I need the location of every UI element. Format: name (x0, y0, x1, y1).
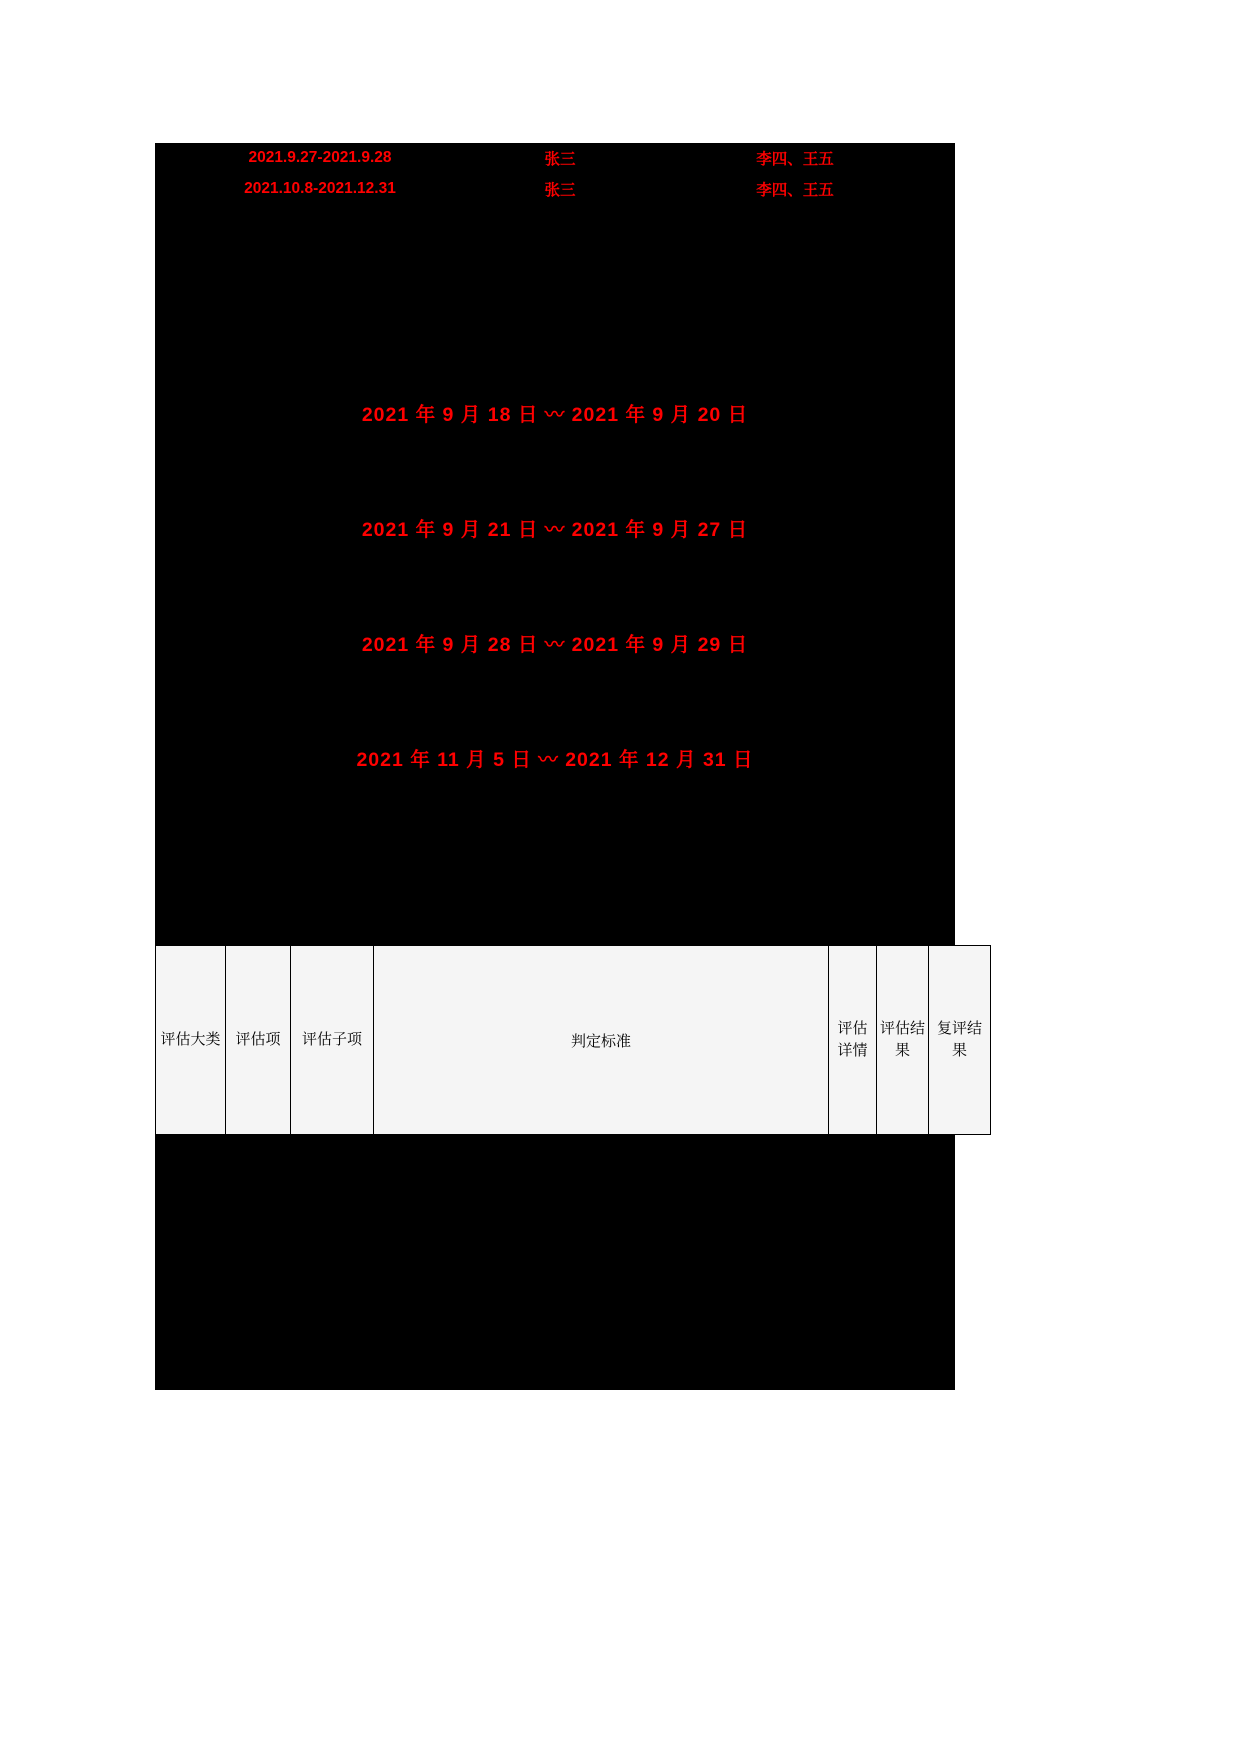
column-header-criteria-label: 判定标准 (570, 1032, 631, 1050)
schedule-members: 李四、王五 (756, 151, 834, 168)
evaluation-table (155, 945, 991, 1135)
table-header-row (156, 946, 991, 1135)
document-block (155, 143, 982, 1390)
phase-date-range: 2021 年 9 月 21 日 〰 2021 年 9 月 27 日 (361, 518, 749, 541)
column-header-recheck-label: 复评结果 (936, 1020, 982, 1059)
schedule-period: 2021.10.8-2021.12.31 (244, 180, 396, 197)
list-item (155, 585, 955, 700)
column-header-subitem-label: 评估子项 (301, 1031, 362, 1049)
column-header-item-label: 评估项 (235, 1031, 281, 1049)
list-item (155, 355, 955, 470)
phase-date-range: 2021 年 11 月 5 日 〰 2021 年 12 月 31 日 (356, 748, 754, 771)
list-item (155, 470, 955, 585)
column-header-detail (829, 946, 877, 1135)
column-header-detail-label: 评估详情 (837, 1020, 868, 1059)
phase-list (155, 355, 955, 815)
schedule-period: 2021.9.27-2021.9.28 (248, 149, 392, 166)
column-header-item (226, 946, 291, 1135)
phase-date-range: 2021 年 9 月 28 日 〰 2021 年 9 月 29 日 (361, 633, 749, 656)
list-item (155, 700, 955, 815)
schedule-members: 李四、王五 (756, 182, 834, 199)
schedule-owner: 张三 (544, 151, 576, 168)
table-body-blank (155, 1135, 955, 1390)
schedule-table (155, 143, 955, 205)
spacer-lower (155, 815, 955, 945)
column-header-criteria (374, 946, 829, 1135)
spacer-upper (155, 205, 955, 355)
column-header-recheck (929, 946, 991, 1135)
column-header-subitem (291, 946, 374, 1135)
column-header-category-label: 评估大类 (160, 1031, 221, 1049)
column-header-result-label: 评估结果 (879, 1020, 925, 1059)
column-header-result (877, 946, 929, 1135)
schedule-owner: 张三 (544, 182, 576, 199)
column-header-category (156, 946, 226, 1135)
table-row (155, 143, 955, 174)
phase-date-range: 2021 年 9 月 18 日 〰 2021 年 9 月 20 日 (361, 403, 749, 426)
table-row (155, 174, 955, 205)
